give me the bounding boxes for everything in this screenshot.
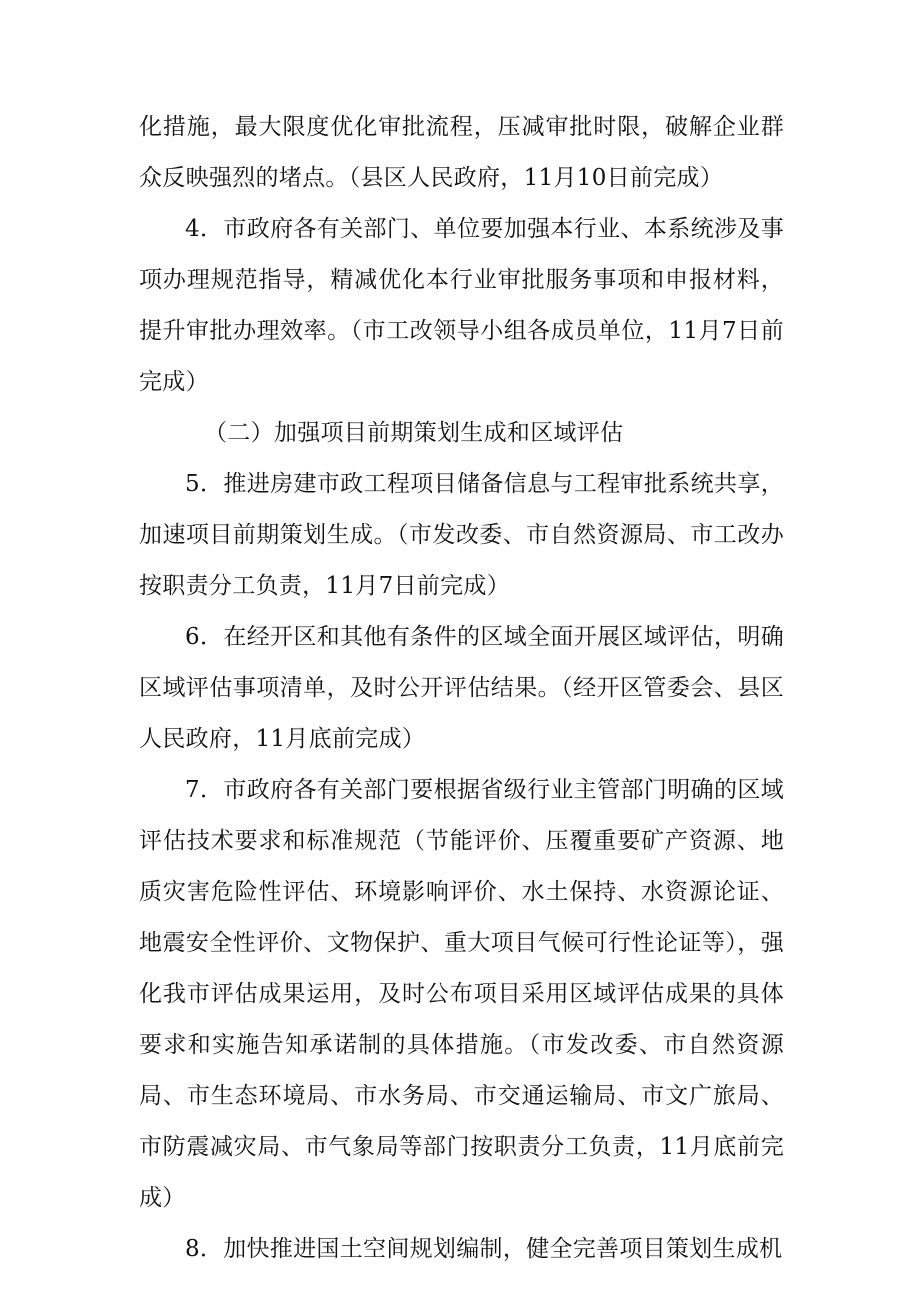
paragraph-item-7: 7．市政府各有关部门要根据省级行业主管部门明确的区域评估技术要求和标准规范（节能评价、压覆重要矿产资源、地质灾害危险性评估、环境影响评价、水土保持、水资源论证、地震安全性评价、文物保护、重大项目气候可行性论证等），强化我市评估成果运用，及时公布项目采用区域评估成果的具体要求和实施告知承诺制的具体措施。（市发改委、市自然资源局、市生态环境局、市水务局、市交通运输局、市文广旅局、市防震减灾局、市气象局等部门按职责分工负责，11月底前完成） [139, 777, 784, 1211]
section-heading-2: （二）加强项目前期策划生成和区域评估 [204, 420, 624, 446]
paragraph-item-8: 8．加快推进国土空间规划编制，健全完善项目策划生成机 [185, 1236, 783, 1262]
paragraph-item-5: 5．推进房建市政工程项目储备信息与工程审批系统共享，加速项目前期策划生成。（市发改委、市自然资源局、市工改办按职责分工负责，11月7日前完成） [139, 471, 784, 599]
paragraph-item-6: 6．在经开区和其他有条件的区域全面开展区域评估，明确区域评估事项清单，及时公开评估结果。（经开区管委会、县区人民政府，11月底前完成） [139, 624, 784, 752]
document-body [139, 102, 784, 1275]
paragraph-continuation: 化措施，最大限度优化审批流程，压减审批时限，破解企业群众反映强烈的堵点。（县区人民政府，11月10日前完成） [139, 114, 784, 191]
paragraph-item-4: 4．市政府各有关部门、单位要加强本行业、本系统涉及事项办理规范指导，精减优化本行业审批服务事项和申报材料，提升审批办理效率。（市工改领导小组各成员单位，11月7日前完成） [139, 216, 784, 395]
